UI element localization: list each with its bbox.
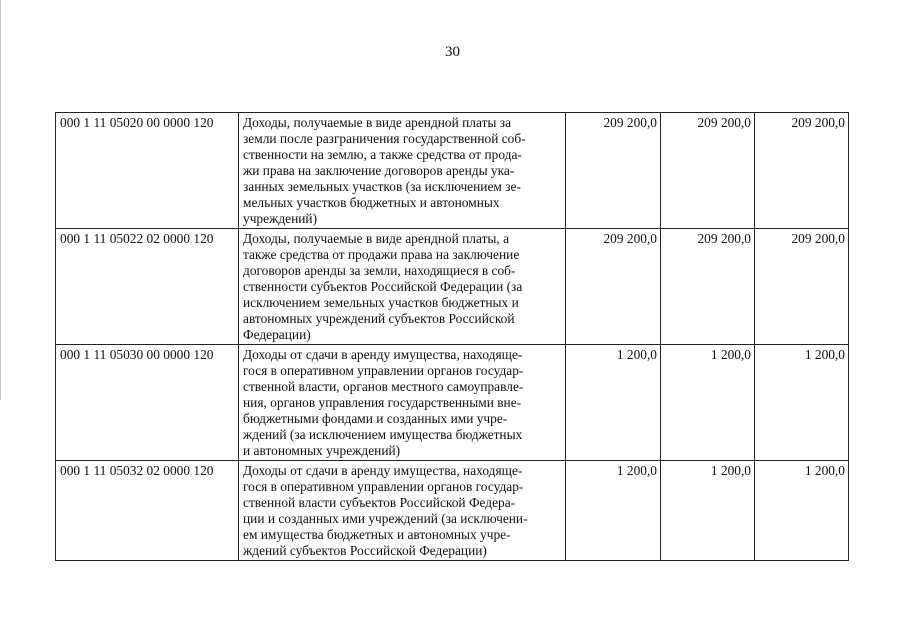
description-line: ждений (за исключением имущества бюджетных: [243, 427, 523, 442]
description-line: ственной власти, органов местного самоуправле-: [243, 379, 524, 394]
amount-cell-1: 1 200,0: [566, 461, 661, 561]
description-line: учреждений): [243, 211, 318, 226]
description-line: также средства от продажи права на заключение: [243, 247, 520, 262]
description-line: ственной власти субъектов Российской Федера-: [243, 495, 516, 510]
revenue-description: [239, 113, 566, 229]
description-line: ем имущества бюджетных и автономных учре-: [243, 527, 511, 542]
amount-cell-2: 209 200,0: [661, 113, 755, 229]
description-line: гося в оперативном управлении органов государ-: [243, 479, 524, 494]
description-line: гося в оперативном управлении органов государ-: [243, 363, 524, 378]
description-line: ции и созданных ими учреждений (за исключени-: [243, 511, 528, 526]
description-line: мельных участков бюджетных и автономных: [243, 195, 500, 210]
description-line: занных земельных участков (за исключением зе-: [243, 179, 521, 194]
table-row: [56, 461, 849, 561]
description-line: и автономных учреждений): [243, 443, 401, 458]
description-line: автономных учреждений субъектов Российской: [243, 311, 515, 326]
description-line: Доходы, получаемые в виде арендной платы, а: [243, 231, 510, 246]
table-body: [56, 113, 849, 561]
budget-classification-code: 000 1 11 05020 00 0000 120: [56, 113, 239, 229]
amount-cell-1: 209 200,0: [566, 229, 661, 345]
description-line: ния, органов управления государственными вне-: [243, 395, 522, 410]
amount-cell-3: 209 200,0: [755, 229, 849, 345]
table-row: [56, 229, 849, 345]
budget-classification-code: 000 1 11 05032 02 0000 120: [56, 461, 239, 561]
description-line: земли после разграничения государственной соб-: [243, 131, 526, 146]
amount-cell-2: 209 200,0: [661, 229, 755, 345]
amount-cell-1: 1 200,0: [566, 345, 661, 461]
page-number: 30: [445, 44, 460, 60]
revenue-description: [239, 229, 566, 345]
budget-revenue-table: [55, 112, 849, 561]
amount-cell-1: 209 200,0: [566, 113, 661, 229]
description-line: ственности на землю, а также средства от прода-: [243, 147, 522, 162]
revenue-description: [239, 345, 566, 461]
table-row: [56, 345, 849, 461]
description-line: ждений субъектов Российской Федерации): [243, 543, 487, 558]
amount-cell-3: 1 200,0: [755, 461, 849, 561]
amount-cell-2: 1 200,0: [661, 345, 755, 461]
budget-classification-code: 000 1 11 05030 00 0000 120: [56, 345, 239, 461]
description-line: ственности субъектов Российской Федерации (за: [243, 279, 523, 294]
description-line: Доходы, получаемые в виде арендной платы за: [243, 115, 512, 130]
description-line: Доходы от сдачи в аренду имущества, находяще-: [243, 463, 523, 478]
description-line: договоров аренды за земли, находящиеся в соб-: [243, 263, 516, 278]
description-line: бюджетными фондами и созданных ими учре-: [243, 411, 508, 426]
amount-cell-3: 209 200,0: [755, 113, 849, 229]
revenue-description: [239, 461, 566, 561]
description-line: жи права на заключение договоров аренды ука-: [243, 163, 515, 178]
amount-cell-2: 1 200,0: [661, 461, 755, 561]
description-line: Федерации): [243, 327, 311, 342]
description-line: Доходы от сдачи в аренду имущества, находяще-: [243, 347, 523, 362]
table-row: [56, 113, 849, 229]
description-line: исключением земельных участков бюджетных и: [243, 295, 519, 310]
amount-cell-3: 1 200,0: [755, 345, 849, 461]
budget-classification-code: 000 1 11 05022 02 0000 120: [56, 229, 239, 345]
